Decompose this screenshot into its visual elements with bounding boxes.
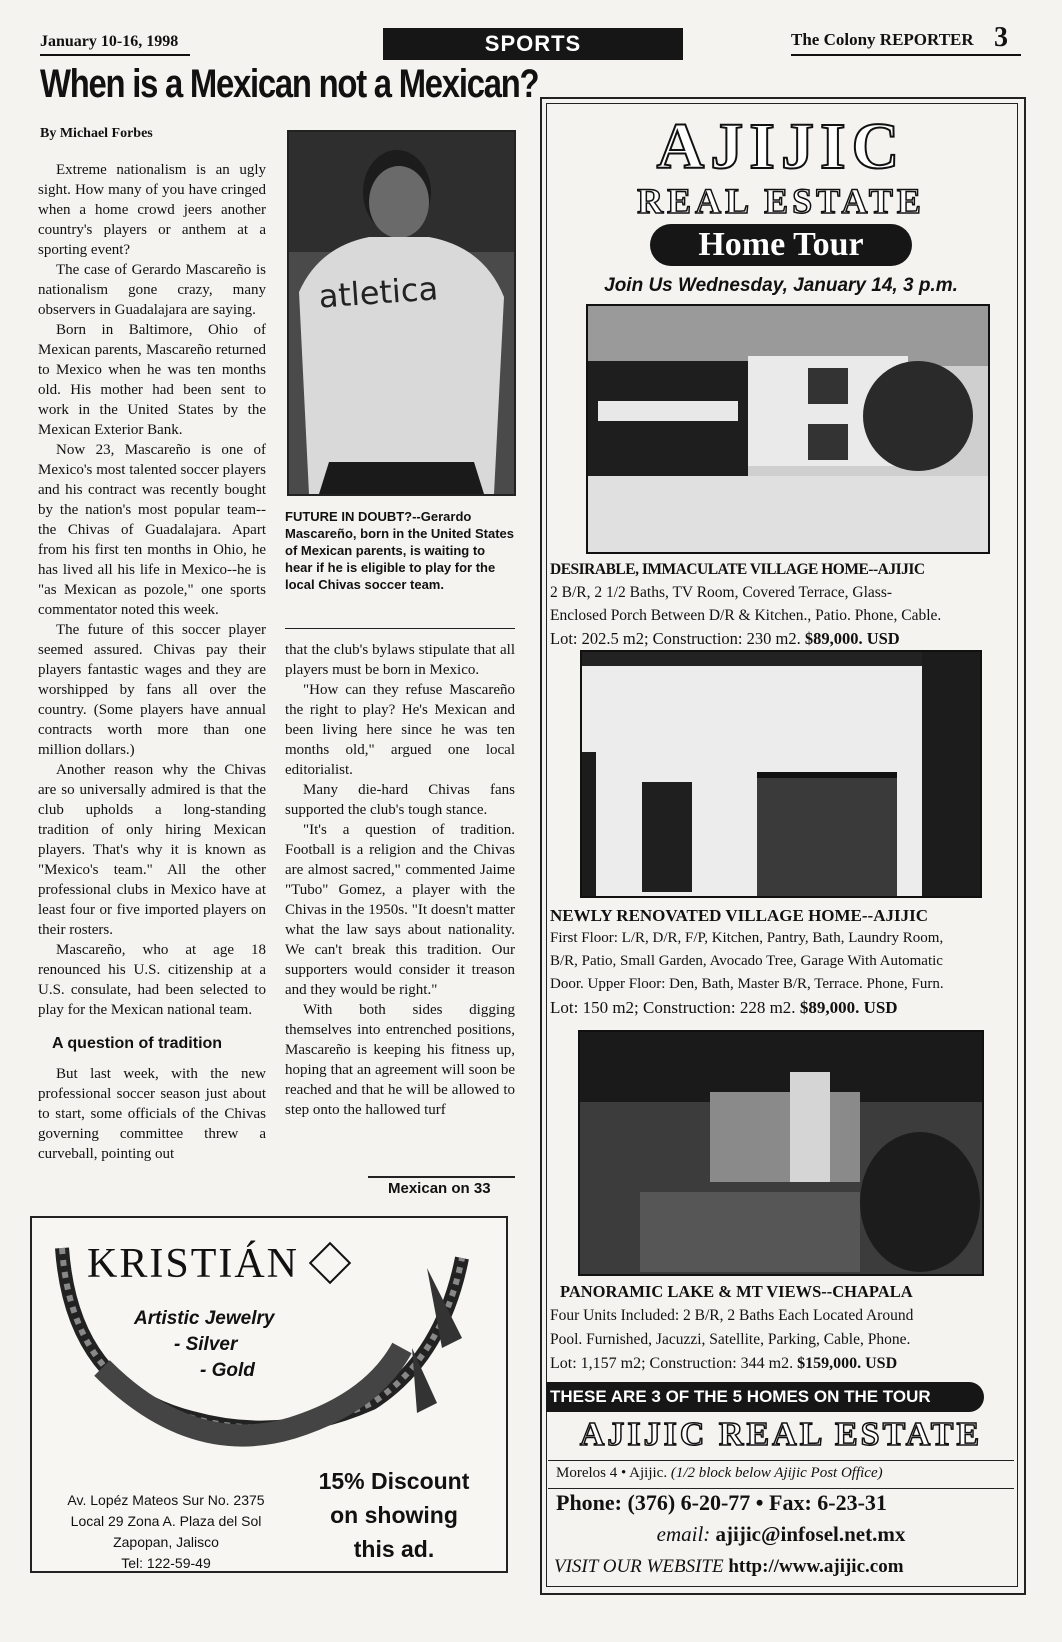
address-line: Local 29 Zona A. Plaza del Sol bbox=[70, 1513, 262, 1529]
listing-3 bbox=[550, 1280, 1016, 1376]
listing-line: Enclosed Porch Between D/R & Kitchen., Patio. Phone, Cable. bbox=[550, 607, 942, 624]
offer-line: 15% Discount bbox=[318, 1468, 470, 1494]
listing-line: First Floor: L/R, D/R, F/P, Kitchen, Pantry, Bath, Laundry Room, bbox=[550, 930, 944, 946]
jewelry-address bbox=[46, 1490, 286, 1574]
website-label: VISIT OUR WEBSITE bbox=[554, 1556, 724, 1577]
paragraph: But last week, with the new professional soccer season just about to start, some officials of the Chivas governing committee threw a curveball, pointing out bbox=[38, 1066, 266, 1162]
byline: By Michael Forbes bbox=[40, 126, 153, 141]
paragraph: With both sides digging themselves into entrenched positions, Mascareño is keeping his fitness up, hoping that an agreement will soon be reached and that he will be allowed to step onto the hallowed turf bbox=[285, 1002, 515, 1118]
header-rule bbox=[40, 54, 190, 56]
issue-date: January 10-16, 1998 bbox=[40, 33, 179, 50]
listing-line: B/R, Patio, Small Garden, Avocado Tree, Garage With Automatic bbox=[550, 953, 943, 969]
jewelry-tagline-silver: - Silver bbox=[174, 1334, 238, 1355]
paragraph: The case of Gerardo Mascareño is nationalism gone crazy, many observers in Guadalajara are saying. bbox=[38, 262, 266, 318]
subhead: A question of tradition bbox=[52, 1035, 223, 1052]
listing-line: Four Units Included: 2 B/R, 2 Baths Each Located Around bbox=[550, 1307, 914, 1324]
address-note: (1/2 block below Ajijic Post Office) bbox=[670, 1465, 883, 1481]
paragraph: Extreme nationalism is an ugly sight. How many of you have cringed when a home crowd jeers another country's players or anthem at a sporting event? bbox=[38, 162, 266, 258]
paragraph: Another reason why the Chivas are so universally admired is that the club upholds a long-standing tradition of only hiring Mexican players. That's why it is known as "Mexico's team." All the other professional clubs in Mexico have at least four or five imported players on their rosters. bbox=[38, 762, 266, 938]
paragraph: The future of this soccer player seemed assured. Chivas pay their players fantastic wages and they are worshipped by fans all over the country. (Some players have annual contracts worth more than one million dollars.) bbox=[38, 622, 266, 758]
offer-line: this ad. bbox=[353, 1536, 435, 1562]
offer-line: on showing bbox=[330, 1502, 458, 1528]
listing-price: $89,000. USD bbox=[804, 629, 900, 648]
headline: When is a Mexican not a Mexican? bbox=[40, 62, 539, 106]
listing-title: PANORAMIC LAKE & MT VIEWS--CHAPALA bbox=[560, 1282, 913, 1301]
listing-line: Pool. Furnished, Jacuzzi, Satellite, Parking, Cable, Phone. bbox=[550, 1331, 911, 1348]
footer-company-name: AJIJIC REAL ESTATE bbox=[579, 1416, 983, 1453]
footer-rule bbox=[548, 1488, 1014, 1489]
jewelry-brand: KRISTIÁN bbox=[87, 1241, 299, 1287]
website-line bbox=[554, 1556, 904, 1578]
ajijic-title: AJIJIC bbox=[656, 110, 906, 183]
jewelry-phone: Tel: 122-59-49 bbox=[121, 1555, 211, 1571]
listing-price: $159,000. USD bbox=[797, 1355, 898, 1372]
listing-photo-2 bbox=[580, 650, 982, 898]
listing-line: 2 B/R, 2 1/2 Baths, TV Room, Covered Terrace, Glass- bbox=[550, 584, 893, 601]
photo-caption: FUTURE IN DOUBT?--Gerardo Mascareño, born in the United States of Mexican parents, is waiting to hear if he is eligible to play for the local Chivas soccer team. bbox=[285, 509, 514, 592]
email-line bbox=[546, 1522, 1016, 1547]
jewelry-tagline-gold: - Gold bbox=[200, 1360, 255, 1381]
phone-fax: Phone: (376) 6-20-77 • Fax: 6-23-31 bbox=[556, 1490, 887, 1515]
article-column-2 bbox=[285, 640, 515, 1120]
address-line: Av. Lopéz Mateos Sur No. 2375 bbox=[67, 1492, 265, 1508]
header-rule-right bbox=[791, 54, 1021, 56]
listing-lot: Lot: 150 m2; Construction: 228 m2. bbox=[550, 998, 796, 1017]
listing-title: DESIRABLE, IMMACULATE VILLAGE HOME--AJIJIC bbox=[550, 561, 925, 578]
listing-line: Door. Upper Floor: Den, Bath, Master B/R, Terrace. Phone, Furn. bbox=[550, 976, 944, 992]
player-photo bbox=[287, 130, 516, 496]
tour-homes-banner: THESE ARE 3 OF THE 5 HOMES ON THE TOUR bbox=[546, 1382, 984, 1412]
shirt-text: atletica bbox=[317, 269, 440, 316]
page-number: 3 bbox=[994, 22, 1008, 53]
email-link[interactable]: ajijic@infosel.net.mx bbox=[715, 1522, 906, 1546]
continued-jump: Mexican on 33 bbox=[388, 1180, 491, 1197]
listing-2 bbox=[550, 904, 1016, 1019]
listing-lot: Lot: 1,157 m2; Construction: 344 m2. bbox=[550, 1355, 794, 1372]
address-line: Zapopan, Jalisco bbox=[113, 1534, 219, 1550]
email-label: email: bbox=[656, 1522, 711, 1546]
paragraph: "It's a question of tradition. Football is a religion and the Chivas are almost sacred," commented Jaime "Tubo" Gomez, a player with the Chivas in the 1950s. "It doesn't matter what the law says about nationality. We can't break this tradition. Our supporters would consider it treason and they would be right." bbox=[285, 822, 515, 998]
address-text: Morelos 4 • Ajijic. bbox=[556, 1465, 668, 1481]
article-column-1 bbox=[38, 160, 266, 1164]
listing-price: $89,000. USD bbox=[799, 998, 898, 1017]
real-estate-subtitle: REAL ESTATE bbox=[637, 181, 925, 221]
jewelry-tagline: Artistic Jewelry bbox=[134, 1308, 275, 1329]
caption-rule bbox=[285, 628, 515, 629]
jump-rule bbox=[368, 1176, 515, 1178]
listing-photo-1 bbox=[586, 304, 990, 554]
listing-lot: Lot: 202.5 m2; Construction: 230 m2. bbox=[550, 629, 801, 648]
tour-invite: Join Us Wednesday, January 14, 3 p.m. bbox=[604, 275, 958, 296]
paragraph: "How can they refuse Mascareño the right to play? He's Mexican and been living here since he was ten months old," argued one local editorialist. bbox=[285, 682, 515, 778]
paragraph: that the club's bylaws stipulate that all players must be born in Mexico. bbox=[285, 642, 515, 678]
paragraph: Many die-hard Chivas fans supported the club's tough stance. bbox=[285, 782, 515, 818]
jewelry-ad bbox=[30, 1216, 508, 1573]
paragraph: Now 23, Mascareño is one of Mexico's most talented soccer players and his contract was recently bought by the nation's most popular team--the Chivas of Guadalajara. Apart from his first ten months in Ohio, he has lived all his life in Mexico--he is "as Mexican as pozole," one sports commentator noted this week. bbox=[38, 442, 266, 618]
listing-photo-3 bbox=[578, 1030, 984, 1276]
section-label: SPORTS bbox=[383, 28, 683, 60]
paper-name: The Colony REPORTER bbox=[791, 30, 974, 49]
website-link[interactable]: http://www.ajijic.com bbox=[728, 1556, 904, 1577]
discount-offer bbox=[294, 1464, 494, 1566]
paragraph: Born in Baltimore, Ohio of Mexican parents, Mascareño returned to Mexico when he was ten months old. His mother had been sent to work in the United States by the Mexican Exterior Bank. bbox=[38, 322, 266, 438]
footer-rule bbox=[548, 1460, 1014, 1461]
office-address bbox=[556, 1465, 883, 1482]
listing-1 bbox=[550, 558, 1016, 650]
home-tour-banner: Home Tour bbox=[650, 224, 912, 266]
paragraph: Mascareño, who at age 18 renounced his U.S. citizenship at a U.S. consulate, had been selected to play for the Mexican national team. bbox=[38, 942, 266, 1018]
listing-title: NEWLY RENOVATED VILLAGE HOME--AJIJIC bbox=[550, 906, 929, 925]
